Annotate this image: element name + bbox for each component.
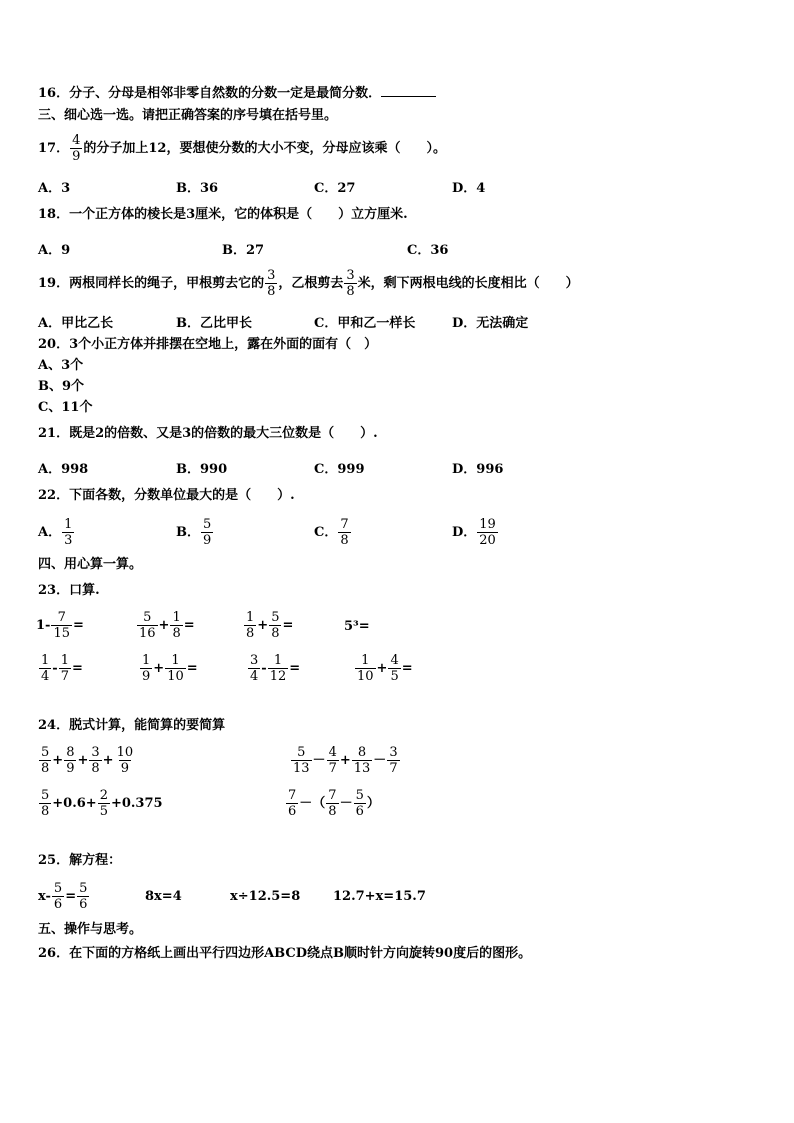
denominator: 10 <box>357 669 374 684</box>
question-20: 20．3个小正方体并排摆在空地上，露在外面的面有（ ） <box>38 337 378 352</box>
fraction <box>52 881 64 912</box>
operator: + <box>153 661 165 676</box>
step-calc-3 <box>38 785 163 823</box>
option-b <box>176 514 214 552</box>
option-b: B．36 <box>176 181 219 196</box>
numerator: 1 <box>60 653 69 668</box>
denominator: 6 <box>288 804 297 819</box>
operator: － <box>339 796 353 811</box>
numerator: 3 <box>250 653 259 668</box>
oral-calc-5 <box>38 650 83 688</box>
option-a: A．9 <box>38 243 71 258</box>
option-label: D． <box>452 525 477 540</box>
numerator: 1 <box>172 610 181 625</box>
denominator: 6 <box>79 897 88 912</box>
fraction <box>39 745 51 776</box>
fraction <box>387 745 399 776</box>
option-a: A．甲比乙长 <box>38 316 114 331</box>
fraction <box>327 745 339 776</box>
denominator: 7 <box>328 761 337 776</box>
operator: - <box>261 661 267 676</box>
operator: + <box>339 753 351 768</box>
denominator: 8 <box>172 626 181 641</box>
numerator: 8 <box>66 745 75 760</box>
operand: －（ <box>299 796 326 811</box>
question-16 <box>38 84 436 102</box>
numerator: 7 <box>57 610 66 625</box>
operator: + <box>77 753 89 768</box>
denominator: 4 <box>41 669 50 684</box>
denominator: 8 <box>41 761 50 776</box>
oral-calc-6 <box>139 650 198 688</box>
fraction <box>137 610 158 641</box>
numerator: 1 <box>64 517 73 532</box>
numerator: 1 <box>361 653 370 668</box>
operator: + <box>376 661 388 676</box>
fraction <box>62 517 74 548</box>
numerator: 1 <box>41 653 50 668</box>
equation-3: x÷12.5=8 <box>230 889 301 904</box>
option-b: B．990 <box>176 462 228 477</box>
option-c: C．36 <box>407 243 449 258</box>
fraction <box>248 653 260 684</box>
denominator: 8 <box>328 804 337 819</box>
denominator: 3 <box>64 533 73 548</box>
step-calc-4 <box>285 785 380 823</box>
question-25-title: 25．解方程： <box>38 853 122 868</box>
oral-calc-7 <box>247 650 300 688</box>
option-a: A．998 <box>38 462 89 477</box>
equation-2: 8x=4 <box>145 889 182 904</box>
numerator: 7 <box>288 788 297 803</box>
numerator: 1 <box>246 610 255 625</box>
fraction <box>338 517 350 548</box>
oral-calc-8 <box>354 650 413 688</box>
section-5-title: 五、操作与思考。 <box>38 922 143 937</box>
numerator: 2 <box>99 788 108 803</box>
fraction <box>98 788 110 819</box>
fraction <box>70 133 82 164</box>
denominator: 7 <box>389 761 398 776</box>
question-19-text: 米，剩下两根电线的长度相比（ ） <box>357 276 579 291</box>
numerator: 3 <box>91 745 100 760</box>
operand: +0.6+ <box>52 796 97 811</box>
fraction <box>64 745 76 776</box>
numerator: 7 <box>328 788 337 803</box>
option-c <box>314 514 352 552</box>
numerator: 5 <box>79 881 88 896</box>
numerator: 10 <box>116 745 134 760</box>
fraction <box>352 745 373 776</box>
denominator: 13 <box>293 761 310 776</box>
fraction <box>140 653 152 684</box>
option-d: D．4 <box>452 181 486 196</box>
numerator: 5 <box>41 745 50 760</box>
option-b: B、9个 <box>38 379 85 394</box>
fraction <box>39 653 51 684</box>
answer-blank[interactable] <box>381 84 436 97</box>
oral-calc-1 <box>36 607 84 645</box>
option-c: C．999 <box>314 462 365 477</box>
operator: + <box>257 618 269 633</box>
denominator: 7 <box>60 669 69 684</box>
denominator: 4 <box>250 669 259 684</box>
step-calc-1 <box>38 742 136 780</box>
denominator: 5 <box>99 804 108 819</box>
denominator: 8 <box>246 626 255 641</box>
denominator: 8 <box>91 761 100 776</box>
numerator: 4 <box>328 745 337 760</box>
numerator: 5 <box>41 788 50 803</box>
denominator: 9 <box>203 533 212 548</box>
option-label: C． <box>314 525 338 540</box>
denominator: 8 <box>271 626 280 641</box>
oral-calc-3 <box>243 607 293 645</box>
fraction <box>201 517 213 548</box>
fraction <box>51 610 72 641</box>
denominator: 10 <box>167 669 184 684</box>
denominator: 9 <box>66 761 75 776</box>
equation-1 <box>38 878 90 916</box>
numerator: 3 <box>346 268 355 283</box>
fraction <box>170 610 182 641</box>
fraction <box>388 653 400 684</box>
operator: + <box>102 753 114 768</box>
fraction <box>269 610 281 641</box>
option-d: D．996 <box>452 462 504 477</box>
numerator: 4 <box>72 133 81 148</box>
equation-4: 12.7+x=15.7 <box>333 889 426 904</box>
equals: = <box>73 618 84 633</box>
fraction <box>265 268 277 299</box>
operator: + <box>52 753 64 768</box>
option-b: B．27 <box>222 243 265 258</box>
question-26: 26．在下面的方格纸上画出平行四边形ABCD绕点B顺时针方向旋转90度后的图形。 <box>38 946 532 961</box>
fraction <box>89 745 101 776</box>
denominator: 9 <box>72 149 81 164</box>
numerator: 3 <box>389 745 398 760</box>
question-17-number: 17． <box>38 141 70 156</box>
numerator: 5 <box>203 517 212 532</box>
option-c: C．27 <box>314 181 356 196</box>
numerator: 19 <box>479 517 496 532</box>
option-label: A． <box>38 525 62 540</box>
operator: － <box>373 753 387 768</box>
question-21: 21．既是2的倍数、又是3的倍数的最大三位数是（ ）. <box>38 426 378 441</box>
fraction <box>39 788 51 819</box>
question-16-text: 16．分子、分母是相邻非零自然数的分数一定是最简分数． <box>38 86 382 101</box>
question-17 <box>38 131 446 167</box>
numerator: 5 <box>297 745 306 760</box>
denominator: 6 <box>53 897 63 912</box>
question-19-text: ，乙根剪去 <box>278 276 344 291</box>
fraction <box>326 788 338 819</box>
equals: = <box>71 661 83 676</box>
numerator: 1 <box>142 653 151 668</box>
denominator: 8 <box>267 284 276 299</box>
fraction <box>244 610 256 641</box>
denominator: 5 <box>390 669 399 684</box>
operand: +0.375 <box>110 796 163 811</box>
numerator: 1 <box>171 653 180 668</box>
equals: = <box>183 618 195 633</box>
operator: + <box>158 618 170 633</box>
fraction <box>286 788 298 819</box>
operand: x- <box>38 889 51 904</box>
option-a: A．3 <box>38 181 71 196</box>
equals: = <box>65 889 77 904</box>
numerator: 8 <box>357 745 367 760</box>
section-3-title: 三、细心选一选。请把正确答案的序号填在括号里。 <box>38 108 338 123</box>
question-24-title: 24．脱式计算，能简算的要简算 <box>38 718 226 733</box>
denominator: 8 <box>41 804 50 819</box>
question-19 <box>38 266 579 302</box>
denominator: 13 <box>353 761 371 776</box>
fraction <box>344 268 356 299</box>
numerator: 5 <box>143 610 152 625</box>
fraction <box>268 653 289 684</box>
option-a <box>38 514 75 552</box>
option-a: A、3个 <box>38 358 84 373</box>
denominator: 9 <box>120 761 129 776</box>
numerator: 4 <box>390 653 399 668</box>
oral-calc-2 <box>136 607 195 645</box>
section-4-title: 四、用心算一算。 <box>38 557 143 572</box>
fraction <box>165 653 186 684</box>
question-18: 18．一个正方体的棱长是3厘米，它的体积是（ ）立方厘米. <box>38 207 408 222</box>
denominator: 8 <box>346 284 355 299</box>
denominator: 8 <box>340 533 349 548</box>
fraction <box>115 745 136 776</box>
step-calc-2 <box>290 742 401 780</box>
operator: - <box>52 661 58 676</box>
fraction <box>354 788 366 819</box>
numerator: 3 <box>267 268 276 283</box>
option-d: D．无法确定 <box>452 316 529 331</box>
equals: = <box>282 618 294 633</box>
denominator: 15 <box>53 626 70 641</box>
fraction <box>477 517 498 548</box>
numerator: 5 <box>53 881 63 896</box>
fraction <box>291 745 312 776</box>
operand: ） <box>366 796 380 811</box>
operator: － <box>312 753 326 768</box>
denominator: 16 <box>139 626 156 641</box>
fraction <box>77 881 89 912</box>
option-c: C．甲和乙一样长 <box>314 316 416 331</box>
denominator: 12 <box>269 669 287 684</box>
numerator: 5 <box>355 788 364 803</box>
numerator: 1 <box>273 653 283 668</box>
oral-calc-4: 5³= <box>344 619 370 634</box>
operand: 1- <box>36 618 51 633</box>
question-17-text: 的分子加上12，要想使分数的大小不变，分母应该乘（ ）。 <box>83 141 446 156</box>
equals: = <box>186 661 198 676</box>
question-22: 22．下面各数，分数单位最大的是（ ）. <box>38 488 295 503</box>
denominator: 20 <box>479 533 496 548</box>
option-d <box>452 514 499 552</box>
numerator: 7 <box>340 517 349 532</box>
question-19-text: 19．两根同样长的绳子，甲根剪去它的 <box>38 276 265 291</box>
equals: = <box>289 661 301 676</box>
option-label: B． <box>176 525 200 540</box>
fraction <box>355 653 376 684</box>
question-23-title: 23．口算. <box>38 583 100 598</box>
equals: = <box>401 661 413 676</box>
denominator: 6 <box>355 804 364 819</box>
option-b: B．乙比甲长 <box>176 316 252 331</box>
denominator: 9 <box>142 669 151 684</box>
fraction <box>59 653 71 684</box>
option-c: C、11个 <box>38 400 93 415</box>
numerator: 5 <box>271 610 280 625</box>
